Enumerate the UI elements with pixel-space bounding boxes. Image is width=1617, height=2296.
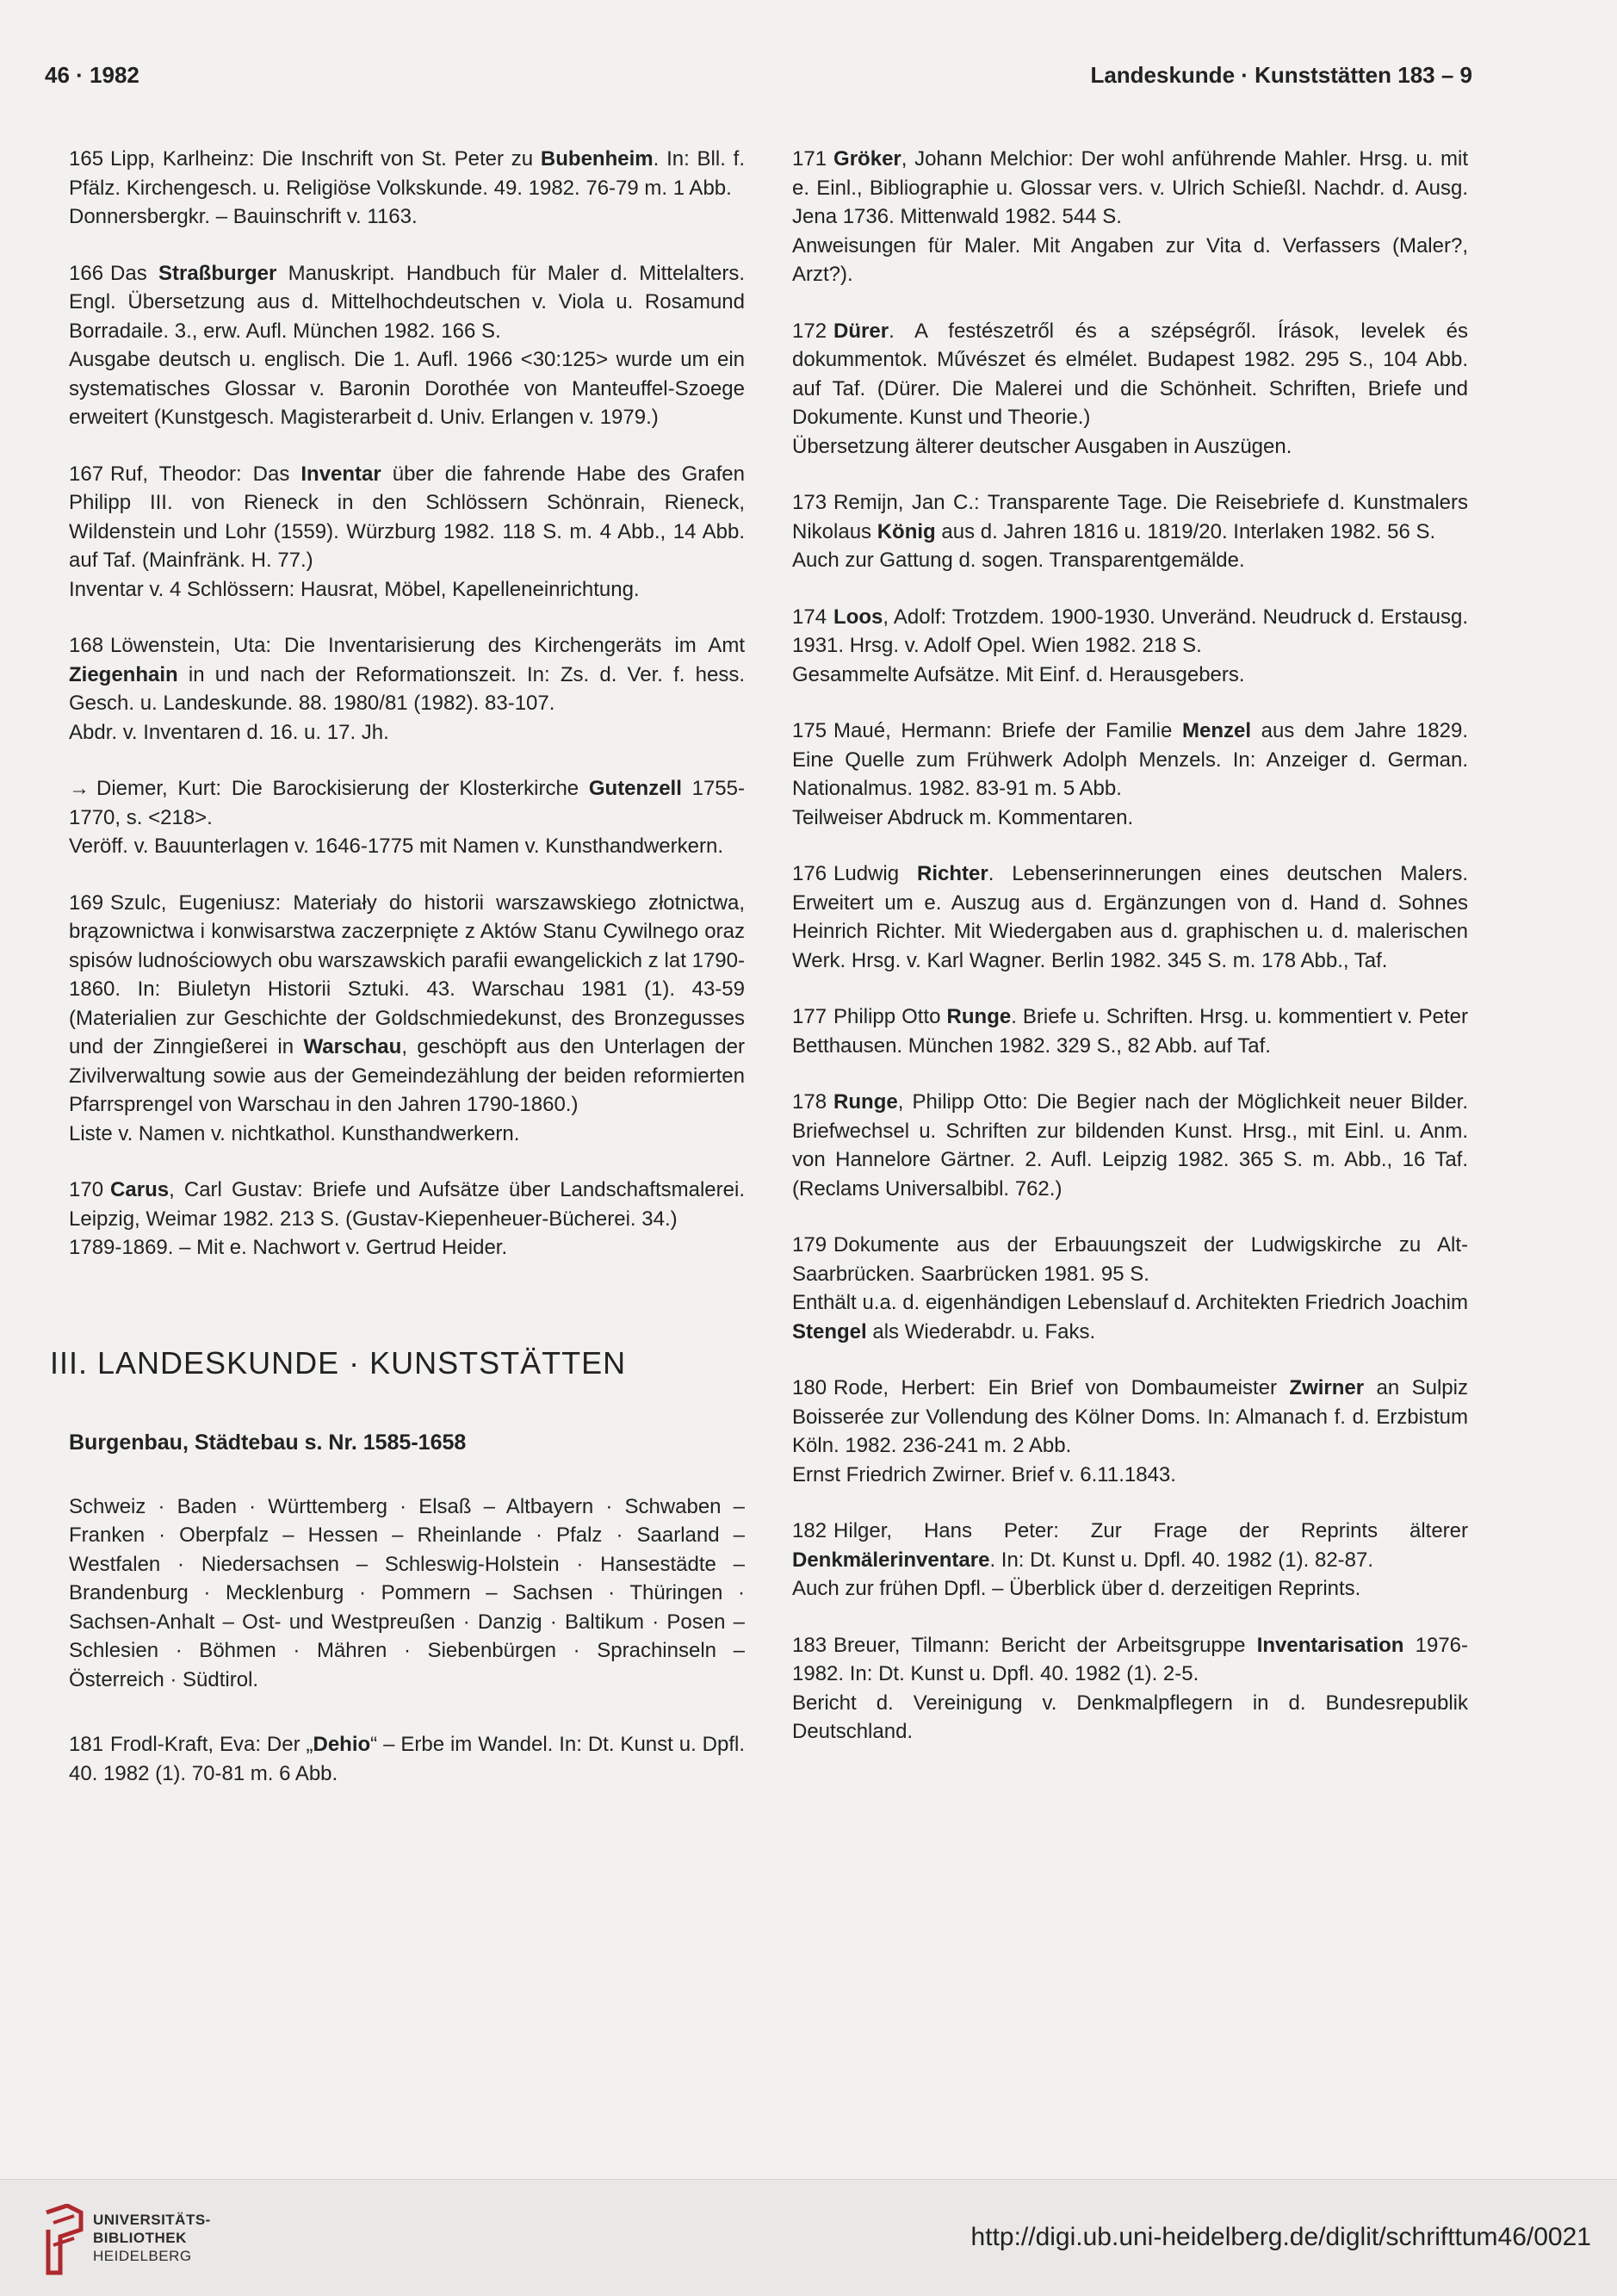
source-url-link[interactable]: http://digi.ub.uni-heidelberg.de/diglit/schrifttum46/0021 bbox=[970, 2223, 1591, 2251]
annotation-text: Donnersbergkr. – Bauinschrift v. 1163. bbox=[69, 205, 418, 228]
regions-list: Schweiz · Baden · Württemberg · Elsaß – Altbayern · Schwaben – Franken · Oberpfalz – Hessen – Rheinlande · Pfalz · Saarland – Westfalen · Niedersachsen – Schleswig-Holstein · Hansestädte – Brandenburg · Mecklenburg · Pommern – Sachsen · Thüringen · Sachsen-Anhalt – Ost- und Westpreußen · Danzig · Baltikum · Posen – Schlesien · Böhmen · Mähren · Siebenbürgen · Sprachinseln – Österreich · Südtirol. bbox=[69, 1494, 745, 1691]
entry-text-rest: 1976-1982. In: Dt. Kunst u. Dpfl. 40. 1982 (1). 2-5. bbox=[792, 1633, 1469, 1685]
annotation-text: Veröff. v. Bauunterlagen v. 1646-1775 mit Namen v. Kunsthandwerkern. bbox=[69, 835, 723, 858]
entry-keyword: Inventarisation bbox=[1256, 1633, 1404, 1657]
annotation-text: Liste v. Namen v. nichtkathol. Kunsthandwerkern. bbox=[69, 1121, 520, 1145]
entry-number: 172 bbox=[792, 319, 827, 343]
entry-citation bbox=[69, 460, 745, 575]
entry-keyword: Runge bbox=[833, 1090, 898, 1114]
entry-text-rest: . In: Dt. Kunst u. Dpfl. 40. 1982 (1). 82-87. bbox=[989, 1548, 1374, 1572]
entry-annotation bbox=[792, 1288, 1468, 1346]
entry-keyword: Straßburger bbox=[158, 261, 277, 285]
bibliography-entry bbox=[69, 889, 745, 1149]
entry-annotation bbox=[792, 232, 1468, 289]
bibliography-entry bbox=[792, 317, 1468, 462]
entry-keyword: Dürer bbox=[833, 319, 889, 343]
entry-annotation bbox=[792, 1574, 1468, 1604]
entry-annotation bbox=[792, 1689, 1468, 1747]
entry-keyword: Denkmälerinventare bbox=[792, 1548, 990, 1572]
bibliography-entry bbox=[792, 145, 1468, 289]
entry-keyword: Richter bbox=[917, 862, 988, 885]
bibliography-entry bbox=[69, 1730, 745, 1788]
entry-keyword: Loos bbox=[833, 605, 883, 629]
entry-keyword: König bbox=[877, 519, 936, 543]
section-header-right: Landeskunde · Kunststätten 183 – 9 bbox=[1090, 62, 1472, 88]
entry-citation bbox=[792, 1088, 1468, 1203]
bibliography-entry bbox=[69, 1176, 745, 1263]
entry-citation bbox=[792, 1002, 1468, 1060]
entry-text-rest: aus d. Jahren 1816 u. 1819/20. Interlaken 1982. 56 S. bbox=[935, 519, 1436, 543]
entry-number: 175 bbox=[792, 719, 827, 742]
entry-number: 167 bbox=[69, 462, 104, 486]
entry-number: 173 bbox=[792, 491, 827, 514]
entry-number: 176 bbox=[792, 862, 827, 885]
entry-text-rest: an Sulpiz Boisserée zur Vollendung des Kölner Doms. In: Almanach f. d. Erzbistum Köln. 1982. 236-241 m. 2 Abb. bbox=[792, 1376, 1468, 1457]
entry-citation bbox=[69, 259, 745, 346]
entry-text: Das bbox=[110, 261, 158, 285]
annotation-text: Ausgabe deutsch u. englisch. Die 1. Aufl. 1966 <30:125> wurde um ein systematisches Glossar v. Baronin Dorothée von Manteuffel-Szoege erweitert (Kunstgesch. Magisterarbeit d. Univ. Erlangen v. 1979.) bbox=[69, 348, 745, 429]
entry-annotation bbox=[792, 804, 1468, 833]
entry-annotation bbox=[69, 832, 745, 861]
entry-keyword: Inventar bbox=[300, 462, 381, 486]
entry-text-rest: , geschöpft aus den Unterlagen der Zivilverwaltung sowie aus der Gemeindezählung der beiden reformierten Pfarrsprengel von Warschau in den Jahren 1790-1860.) bbox=[69, 1035, 745, 1116]
annotation-text-rest: als Wiederabdr. u. Faks. bbox=[866, 1319, 1096, 1343]
library-name-line3: HEIDELBERG bbox=[93, 2248, 192, 2264]
entry-number: 181 bbox=[69, 1733, 104, 1756]
entry-text: Ruf, Theodor: Das bbox=[110, 462, 301, 486]
entry-keyword: Gröker bbox=[833, 147, 901, 171]
entry-annotation bbox=[792, 546, 1468, 575]
annotation-keyword: Stengel bbox=[792, 1319, 867, 1343]
entry-number: 174 bbox=[792, 605, 827, 629]
annotation-text: Auch zur frühen Dpfl. – Überblick über d. derzeitigen Reprints. bbox=[792, 1577, 1361, 1600]
bibliography-entry bbox=[69, 631, 745, 747]
entry-text: Löwenstein, Uta: Die Inventarisierung des Kirchengeräts im Amt bbox=[110, 634, 745, 657]
bibliography-entry bbox=[69, 145, 745, 232]
entry-citation bbox=[69, 889, 745, 1120]
library-name[interactable] bbox=[93, 2211, 211, 2265]
annotation-text: Ernst Friedrich Zwirner. Brief v. 6.11.1843. bbox=[792, 1462, 1176, 1486]
bibliography-entry bbox=[792, 1088, 1468, 1203]
page-number-left: 46 · 1982 bbox=[45, 62, 139, 88]
annotation-text: Gesammelte Aufsätze. Mit Einf. d. Herausgebers. bbox=[792, 662, 1245, 686]
entry-citation bbox=[792, 859, 1468, 975]
entry-text: Hilger, Hans Peter: Zur Frage der Reprints älterer bbox=[833, 1519, 1468, 1542]
annotation-text: Bericht d. Vereinigung v. Denkmalpflegern in d. Bundesrepublik Deutschland. bbox=[792, 1691, 1468, 1743]
annotation-text: Inventar v. 4 Schlössern: Hausrat, Möbel, Kapelleneinrichtung. bbox=[69, 577, 640, 601]
entry-keyword: Menzel bbox=[1181, 719, 1251, 742]
entry-text-rest: , Johann Melchior: Der wohl anführende Mahler. Hrsg. u. mit e. Einl., Bibliographie u. Glossar vers. v. Ulrich Schießl. Nachdr. d. Ausg. Jena 1736. Mittenwald 1982. 544 S. bbox=[792, 147, 1468, 228]
bibliography-entry bbox=[792, 603, 1468, 690]
entry-number: 178 bbox=[792, 1090, 827, 1114]
entry-annotation bbox=[69, 345, 745, 432]
entry-citation bbox=[792, 1231, 1468, 1288]
entry-citation bbox=[69, 145, 745, 202]
entry-text: Maué, Hermann: Briefe der Familie bbox=[833, 719, 1182, 742]
annotation-text: Anweisungen für Maler. Mit Angaben zur Vita d. Verfassers (Maler?, Arzt?). bbox=[792, 233, 1468, 286]
entry-text: Diemer, Kurt: Die Barockisierung der Klosterkirche bbox=[96, 777, 589, 800]
entry-text: Ludwig bbox=[833, 862, 918, 885]
entry-citation bbox=[792, 145, 1468, 232]
left-column bbox=[50, 145, 746, 1815]
right-entries bbox=[792, 145, 1468, 1747]
entry-citation bbox=[792, 488, 1468, 546]
entry-text: Rode, Herbert: Ein Brief von Dombaumeister bbox=[833, 1376, 1290, 1399]
bibliography-entry bbox=[792, 859, 1468, 975]
entry-citation bbox=[792, 603, 1468, 661]
entry-number: 165 bbox=[69, 147, 104, 171]
entry-text-rest: über die fahrende Habe des Grafen Philipp III. von Rieneck in den Schlössern Schönrain, Rieneck, Wildenstein und Lohr (1559). Würzburg 1982. 118 S. m. 4 Abb., 14 Abb. auf Taf. (Mainfränk. H. 77.) bbox=[69, 462, 745, 572]
footer-bar bbox=[0, 2179, 1617, 2296]
left-entries bbox=[69, 145, 745, 1263]
entry-text-rest: aus dem Jahre 1829. Eine Quelle zum Frühwerk Adolph Menzels. In: Anzeiger d. German. Nationalmus. 1982. 83-91 m. 5 Abb. bbox=[792, 719, 1468, 800]
entry-citation bbox=[792, 717, 1468, 804]
entry-annotation bbox=[69, 202, 745, 232]
entry-annotation bbox=[69, 1120, 745, 1149]
entry-text: Frodl-Kraft, Eva: Der „ bbox=[110, 1733, 313, 1756]
entry-keyword: Zwirner bbox=[1289, 1376, 1365, 1399]
annotation-text: Teilweiser Abdruck m. Kommentaren. bbox=[792, 805, 1134, 829]
bibliography-entry bbox=[69, 460, 745, 605]
entry-citation bbox=[792, 1517, 1468, 1574]
entry-citation bbox=[792, 1631, 1468, 1689]
entry-text-rest: . Lebenserinnerungen eines deutschen Malers. Erweitert um e. Auszug aus d. Ergänzungen von d. Hand d. Sohnes Heinrich Richter. Mit Wiedergaben aus d. graphischen u. d. malerischen Werk. Hrsg. v. Karl Wagner. Berlin 1982. 345 S. m. 178 Abb., Taf. bbox=[792, 862, 1468, 972]
entry-keyword: Dehio bbox=[313, 1733, 371, 1756]
library-name-line1: UNIVERSITÄTS- bbox=[93, 2212, 211, 2228]
bibliography-entry bbox=[792, 717, 1468, 832]
entry-text: Dokumente aus der Erbauungszeit der Ludwigskirche zu Alt-Saarbrücken. Saarbrücken 1981. 95 S. bbox=[792, 1233, 1468, 1286]
entry-text-rest: , Carl Gustav: Briefe und Aufsätze über Landschaftsmalerei. Leipzig, Weimar 1982. 213 S. (Gustav-Kiepenheuer-Bücherei. 34.) bbox=[69, 1178, 745, 1231]
entry-text-rest: “ – Erbe im Wandel. In: Dt. Kunst u. Dpfl. 40. 1982 (1). 70-81 m. 6 Abb. bbox=[69, 1733, 745, 1785]
bibliography-entry bbox=[69, 774, 745, 861]
annotation-text: 1789-1869. – Mit e. Nachwort v. Gertrud Heider. bbox=[69, 1236, 508, 1259]
entry-citation bbox=[69, 1730, 745, 1788]
entry-keyword: Runge bbox=[946, 1005, 1012, 1028]
section-title: III. LANDESKUNDE · KUNSTSTÄTTEN bbox=[50, 1344, 627, 1381]
entry-number: 183 bbox=[792, 1633, 827, 1657]
bibliography-entry bbox=[792, 1631, 1468, 1747]
entry-keyword: Warschau bbox=[303, 1035, 402, 1058]
entry-annotation bbox=[792, 432, 1468, 462]
entry-annotation bbox=[69, 718, 745, 748]
right-column bbox=[792, 145, 1468, 1774]
entry-citation bbox=[69, 1176, 745, 1233]
entry-keyword: Gutenzell bbox=[588, 777, 682, 800]
bibliography-entry bbox=[792, 1374, 1468, 1489]
annotation-text: Übersetzung älterer deutscher Ausgaben in Auszügen. bbox=[792, 434, 1292, 458]
bibliography-entry bbox=[792, 1002, 1468, 1060]
entry-citation bbox=[69, 774, 745, 832]
entry-annotation bbox=[792, 661, 1468, 690]
entry-number: 171 bbox=[792, 147, 827, 171]
annotation-text: Abdr. v. Inventaren d. 16. u. 17. Jh. bbox=[69, 720, 389, 744]
entry-number: 182 bbox=[792, 1519, 827, 1542]
entry-text-rest: Manuskript. Handbuch für Maler d. Mittelalters. Engl. Übersetzung aus d. Mittelhochdeutschen v. Viola u. Rosamund Borradaile. 3., erw. Aufl. München 1982. 166 S. bbox=[69, 261, 745, 343]
library-name-line2: BIBLIOTHEK bbox=[93, 2230, 187, 2246]
bibliography-entry bbox=[69, 259, 745, 432]
entry-number: 166 bbox=[69, 261, 104, 285]
entry-text-rest: . A festészetről és a szépségről. Írások, levelek és dokummentok. Művészet és elmélet. Budapest 1982. 295 S., 104 Abb. auf Taf. (Dürer. Die Malerei und die Schönheit. Schriften, Briefe und Dokumente. Kunst und Theorie.) bbox=[792, 319, 1468, 429]
left-entries-after bbox=[69, 1730, 745, 1788]
entry-annotation bbox=[69, 575, 745, 605]
entry-annotation bbox=[792, 1461, 1468, 1490]
entry-number: 179 bbox=[792, 1233, 827, 1257]
bibliography-entry bbox=[792, 488, 1468, 575]
entry-text: Breuer, Tilmann: Bericht der Arbeitsgruppe bbox=[833, 1633, 1257, 1657]
annotation-text: Enthält u.a. d. eigenhändigen Lebenslauf d. Architekten Friedrich Joachim bbox=[792, 1291, 1468, 1314]
entry-text-rest: . In: Bll. f. Pfälz. Kirchengesch. u. Religiöse Volkskunde. 49. 1982. 76-79 m. 1 Abb. bbox=[69, 147, 746, 200]
entry-text-rest: , Philipp Otto: Die Begier nach der Möglichkeit neuer Bilder. Briefwechsel u. Schriften zur bildenden Kunst. Hrsg., mit Einl. u. Anm. von Hannelore Gärtner. 2. Aufl. Leipzig 1982. 365 S. m. Abb., 16 Taf. (Reclams Universalbibl. 762.) bbox=[792, 1090, 1468, 1201]
entry-number: → bbox=[69, 777, 90, 800]
entry-text-rest: in und nach der Reformationszeit. In: Zs. d. Ver. f. hess. Gesch. u. Landeskunde. 88. 1980/81 (1982). 83-107. bbox=[69, 662, 745, 715]
entry-number: 177 bbox=[792, 1005, 827, 1028]
entry-citation bbox=[792, 1374, 1468, 1461]
entry-text: Remijn, Jan C.: Transparente Tage. Die Reisebriefe d. Kunstmalers Nikolaus bbox=[792, 491, 1468, 543]
entry-annotation bbox=[69, 1233, 745, 1263]
entry-number: 169 bbox=[69, 890, 104, 915]
entry-citation bbox=[69, 631, 745, 718]
entry-text: Lipp, Karlheinz: Die Inschrift von St. Peter zu bbox=[110, 147, 541, 171]
entry-keyword: Ziegenhain bbox=[69, 662, 178, 686]
library-logo-icon bbox=[41, 2204, 86, 2276]
entry-keyword: Bubenheim bbox=[540, 147, 654, 171]
bibliography-entry bbox=[792, 1231, 1468, 1346]
annotation-text: Auch zur Gattung d. sogen. Transparentgemälde. bbox=[792, 549, 1245, 572]
entry-keyword: Carus bbox=[110, 1178, 170, 1201]
subheading: Burgenbau, Städtebau s. Nr. 1585-1658 bbox=[69, 1430, 467, 1455]
entry-citation bbox=[792, 317, 1468, 432]
entry-number: 168 bbox=[69, 634, 104, 657]
entry-text: Philipp Otto bbox=[833, 1005, 947, 1028]
bibliography-entry bbox=[792, 1517, 1468, 1604]
entry-number: 170 bbox=[69, 1178, 104, 1201]
entry-text-rest: . Briefe u. Schriften. Hrsg. u. kommentiert v. Peter Betthausen. München 1982. 329 S., 82 Abb. auf Taf. bbox=[792, 1005, 1468, 1058]
entry-text: Szulc, Eugeniusz: Materiały do historii warszawskiego złotnictwa, brązownictwa i konwisarstwa zaczerpnięte z Aktów Stanu Cywilnego oraz spisów ludnościowych obu warszawskich parafii ewangelickich z lat 1790-1860. In: Biuletyn Historii Sztuki. 43. Warschau 1981 (1). 43-59 (Materialien zur Geschichte der Goldschmiedekunst, des Bronzegusses und der Zinngießerei in bbox=[69, 890, 745, 1058]
entry-number: 180 bbox=[792, 1376, 827, 1399]
entry-text-rest: 1755-1770, s. <218>. bbox=[69, 777, 745, 829]
entry-text-rest: , Adolf: Trotzdem. 1900-1930. Unveränd. Neudruck d. Erstausg. 1931. Hrsg. v. Adolf Opel. Wien 1982. 218 S. bbox=[792, 605, 1468, 657]
